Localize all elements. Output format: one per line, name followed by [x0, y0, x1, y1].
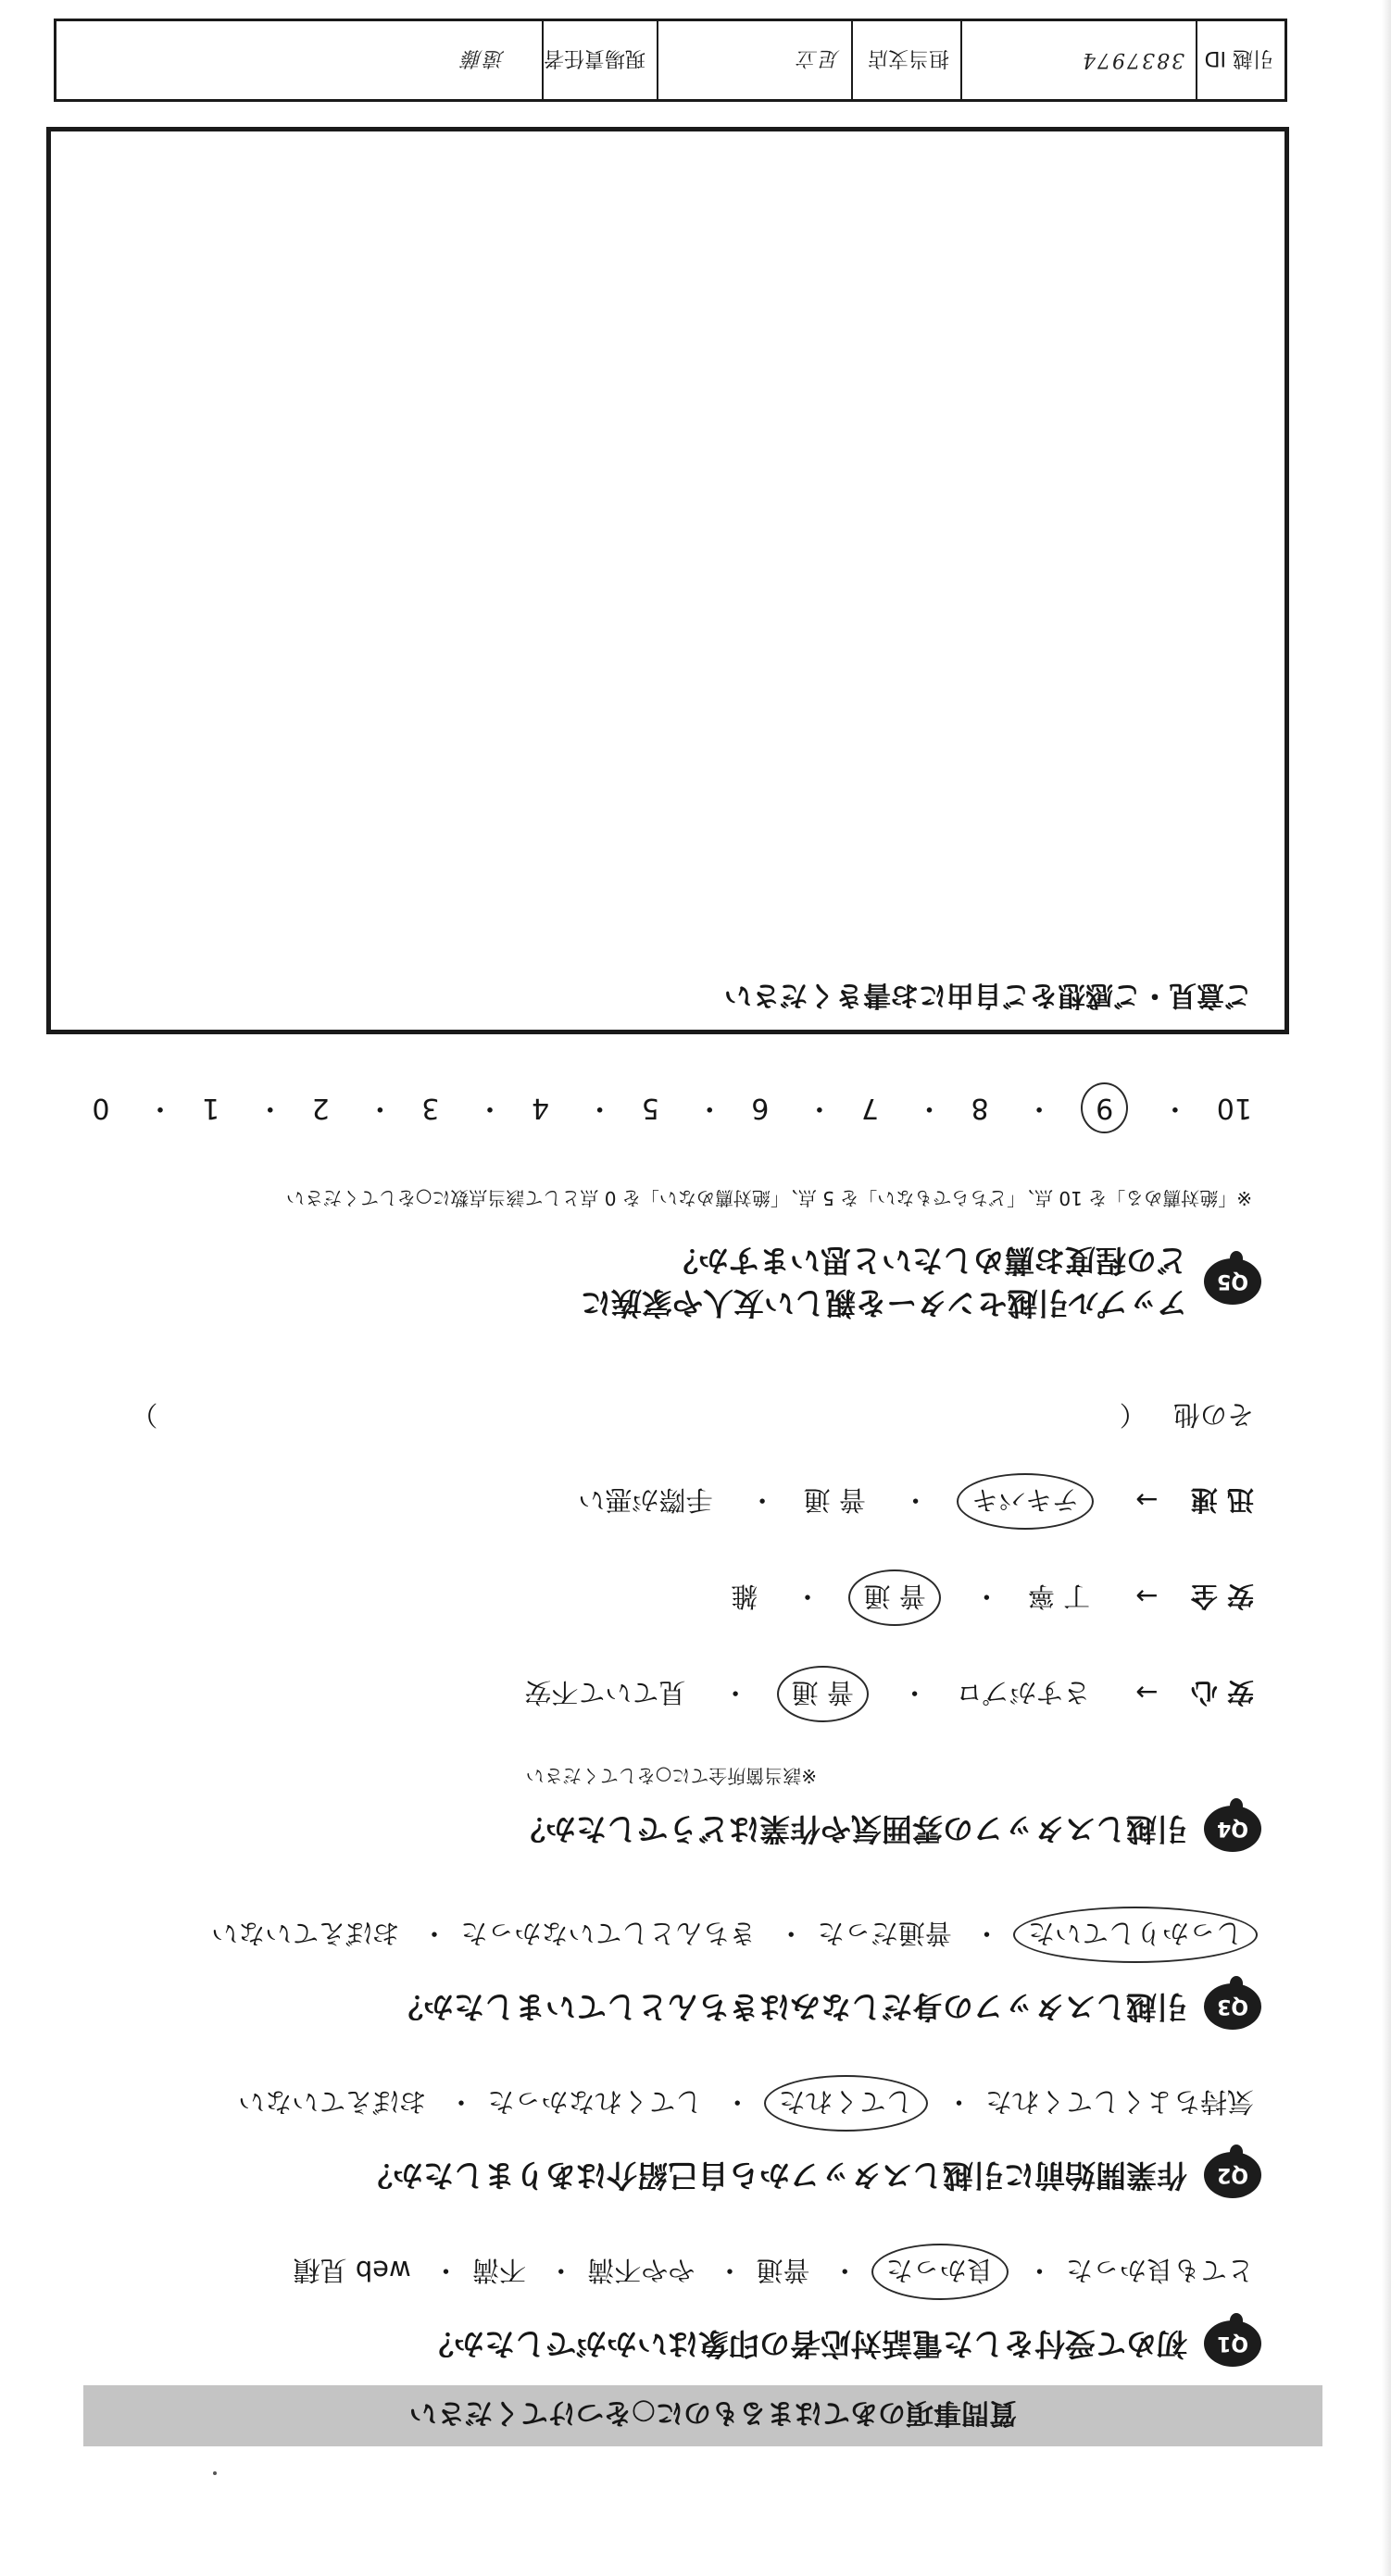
q5-score[interactable]: 2	[311, 1092, 330, 1124]
leader-label: 現場責任者	[542, 21, 657, 99]
q4-option[interactable]: 雑	[731, 1581, 758, 1612]
id-value: 3837974	[960, 21, 1196, 99]
q4-option-selected[interactable]: テキパキ	[957, 1473, 1094, 1530]
q2-option-selected[interactable]: してくれた	[764, 2075, 928, 2132]
q3-option-selected[interactable]: しっかりしていた	[1013, 1907, 1258, 1963]
instruction-bar	[83, 2385, 1322, 2446]
q4-row-anzen: 安 全 → 丁 寧・ 普 通・ 雑	[703, 1579, 1254, 1617]
question-5	[581, 1239, 1261, 1324]
q5-score[interactable]: 10	[1216, 1092, 1252, 1124]
q4-row-label: 安 全	[1190, 1581, 1254, 1612]
q3-options: しっかりしていた・ 普通だった・ きちんとしていなかった・ おぼえていない	[198, 1916, 1254, 1954]
q2-options: 気持ちよくしてくれた・ してくれた・ してくれなかった・ おぼえていない	[225, 2084, 1254, 2122]
scan-edge-shadow	[1382, 0, 1391, 2576]
q1-option[interactable]: 普通	[756, 2255, 810, 2286]
q2-option[interactable]: 気持ちよくしてくれた	[984, 2086, 1254, 2118]
q5-line2: どの程度お薦めしたいと思いますか？	[668, 1243, 1187, 1279]
q5-badge: Q5	[1204, 1258, 1261, 1305]
q4-row-label: 安 心	[1190, 1677, 1254, 1708]
q5-note: ※「絶対薦める」を 10 点、「どちらでもない」を 5 点、「絶対薦めない」を 0 点として該当点数に○をしてください	[285, 1187, 1252, 1209]
q3-text: 引越しスタッフの身だしなみはきちんとしていましたか？	[393, 1989, 1187, 2025]
q4-badge: Q4	[1204, 1806, 1261, 1852]
q3-option[interactable]: きちんとしていなかった	[460, 1918, 757, 1949]
leader-value: 遠藤	[459, 46, 505, 70]
q2-text: 作業開始前に引越しスタッフから自己紹介はありましたか？	[362, 2157, 1187, 2194]
header-table	[54, 19, 1287, 102]
branch-value: 足立	[657, 21, 851, 99]
q4-row-anshin: 安 心 → さすがプロ・ 普 通・ 見ていて不安	[496, 1675, 1254, 1713]
q5-score[interactable]: 6	[751, 1092, 770, 1124]
q5-score[interactable]: 4	[531, 1092, 550, 1124]
comments-title: ご意見・ご感想をご自由にお書きください	[724, 979, 1252, 1011]
q1-options: とても良かった・ 良かった・ 普通・ やや不満・ 不満・ web 見積	[281, 2253, 1254, 2291]
q4-note: ※該当箇所全てに○をしてください	[525, 1765, 817, 1787]
q5-score[interactable]: 7	[860, 1092, 879, 1124]
q1-text: 初めて受付をした電話対応者の印象はいかがでしたか？	[423, 2326, 1187, 2362]
scan-speck	[213, 2471, 217, 2475]
branch-label: 担当支店	[851, 21, 960, 99]
q4-option-selected[interactable]: 普 通	[848, 1569, 940, 1626]
q2-option[interactable]: してくれなかった	[487, 2086, 703, 2118]
q5-score[interactable]: 0	[92, 1092, 110, 1124]
q1-option[interactable]: 不満	[471, 2255, 526, 2286]
q2-option[interactable]: おぼえていない	[238, 2086, 427, 2118]
q3-option[interactable]: おぼえていない	[211, 1918, 400, 1949]
arrow-icon: →	[1135, 1581, 1159, 1612]
q1-option[interactable]: やや不満	[587, 2255, 696, 2286]
question-3	[393, 1983, 1261, 2030]
q4-option[interactable]: 手際が悪い	[578, 1484, 713, 1516]
q4-option[interactable]: 丁 寧	[1027, 1581, 1091, 1612]
q4-text: 引越しスタッフの雰囲気や作業はどうでしたか？	[515, 1811, 1187, 1847]
q4-option[interactable]: 普 通	[803, 1484, 866, 1516]
q4-other-label: その他	[1172, 1399, 1254, 1431]
comments-box[interactable]	[46, 127, 1289, 1034]
q5-score[interactable]: 3	[421, 1092, 440, 1124]
q4-option[interactable]: 見ていて不安	[524, 1677, 686, 1708]
q1-option[interactable]: とても良かった	[1065, 2255, 1254, 2286]
q2-badge: Q2	[1204, 2152, 1261, 2198]
q5-score[interactable]: 8	[971, 1092, 989, 1124]
q1-option[interactable]: web 見積	[293, 2255, 411, 2286]
q4-option-selected[interactable]: 普 通	[777, 1666, 869, 1722]
q5-score[interactable]: 1	[202, 1092, 220, 1124]
q4-row-jinsoku: 迅 速 → テキパキ・ 普 通・ 手際が悪い	[550, 1482, 1254, 1520]
q5-line1: アップル引越センターを親しい友人や家族に	[580, 1285, 1187, 1321]
question-2	[362, 2152, 1261, 2198]
q5-score[interactable]: 5	[641, 1092, 659, 1124]
question-4	[515, 1806, 1261, 1852]
q1-option-selected[interactable]: 良かった	[871, 2244, 1009, 2300]
id-label: 引越 ID	[1196, 21, 1284, 99]
q3-badge: Q3	[1204, 1983, 1261, 2030]
q4-option[interactable]: さすがプロ	[956, 1677, 1091, 1708]
arrow-icon: →	[1135, 1677, 1159, 1708]
q4-row-other: その他 （ ）	[131, 1399, 1254, 1431]
q4-row-label: 迅 速	[1190, 1484, 1254, 1516]
question-1	[423, 2320, 1261, 2367]
q5-scale: 10・ 9・ 8・ 7・ 6・ 5・ 4・ 3・ 2・ 1・ 0	[64, 1091, 1252, 1132]
arrow-icon: →	[1135, 1484, 1159, 1516]
q1-badge: Q1	[1204, 2320, 1261, 2367]
q3-option[interactable]: 普通だった	[817, 1918, 952, 1949]
instruction-text: 質問事項のあてはまるものに○をつけてください	[408, 2396, 1017, 2429]
q5-score-selected[interactable]: 9	[1081, 1082, 1128, 1133]
